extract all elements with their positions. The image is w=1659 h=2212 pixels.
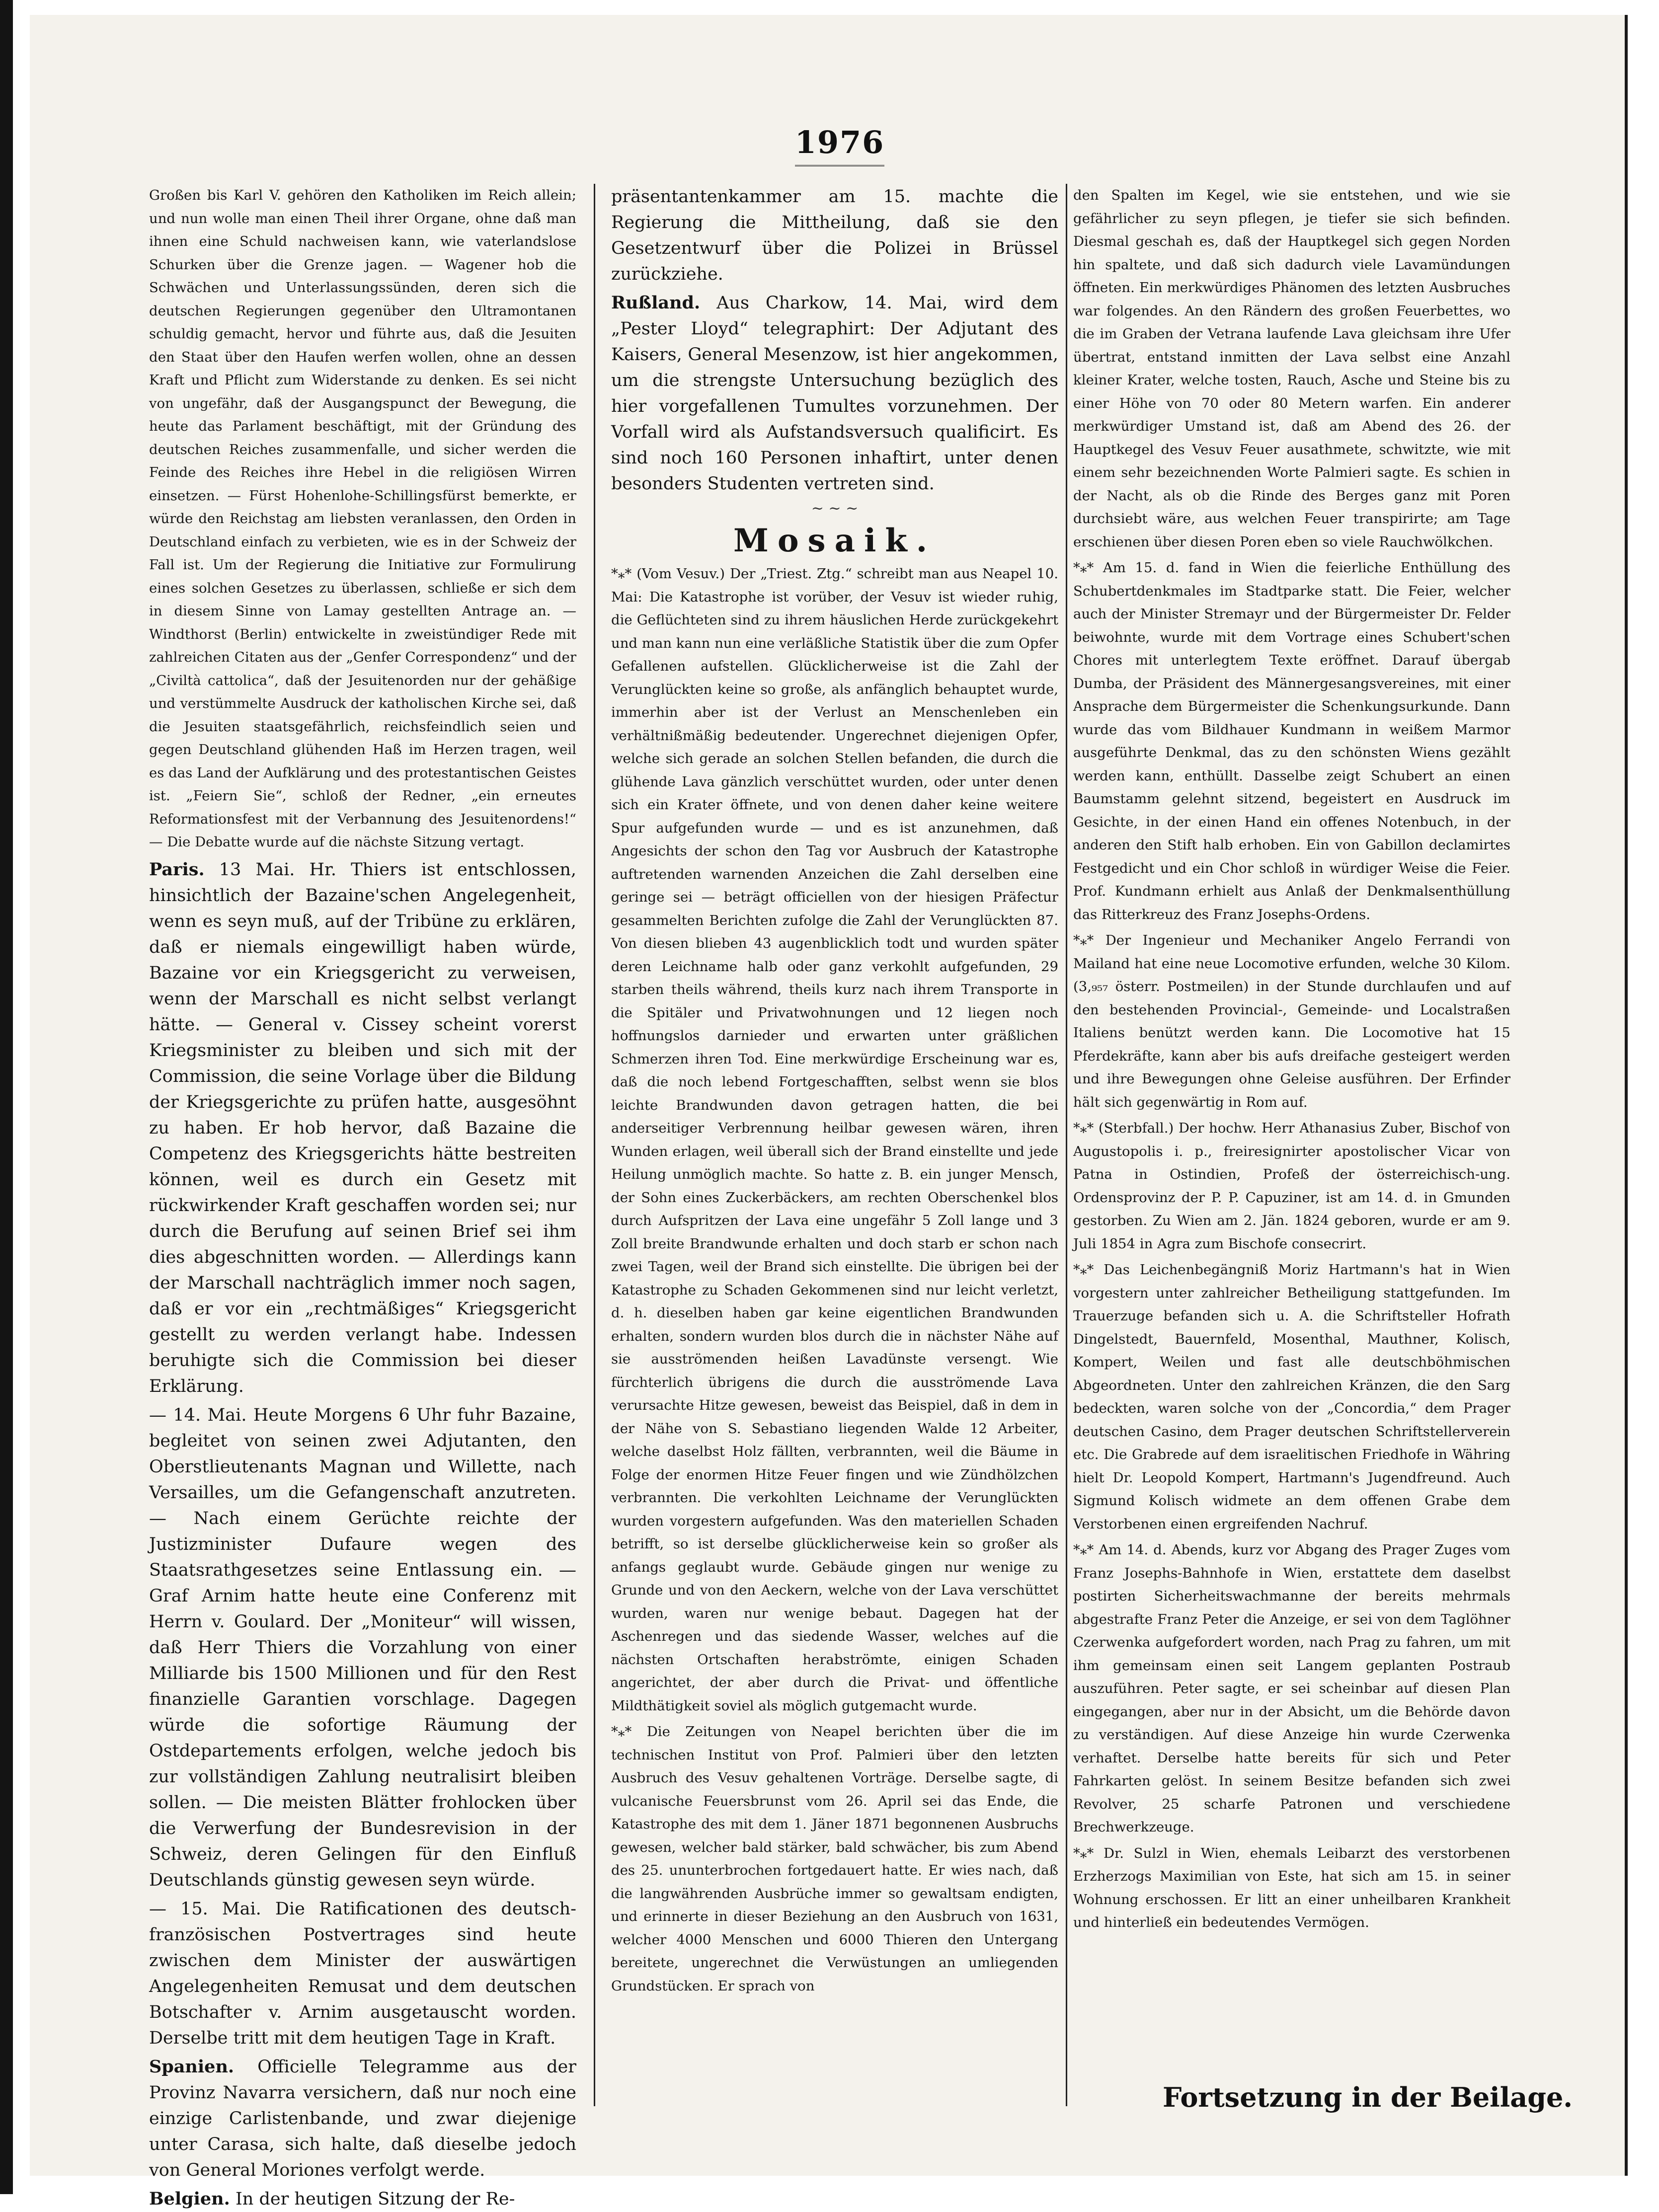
article-paragraph <box>149 857 576 1399</box>
column-1 <box>149 184 576 2209</box>
column-2 <box>611 184 1058 2106</box>
article-paragraph <box>149 1896 576 2051</box>
article-paragraph <box>1073 929 1510 1114</box>
article-paragraph <box>149 2054 576 2183</box>
article-dateline: Rußland. <box>611 293 701 313</box>
article-text: präsentantenkammer am 15. machte die Regierung die Mittheilung, daß sie den Gesetzentwurf über die Polizei in Brüssel zurückziehe. <box>611 187 1058 284</box>
continuation-note: Fortsetzung in der Beilage. <box>1163 2081 1573 2113</box>
article-paragraph <box>149 184 576 854</box>
article-text: *⁎* Die Zeitungen von Neapel berichten über die im technischen Institut von Prof. Palmieri über den letzten Ausbruch des Vesuv gehaltenen Vorträge. Derselbe sagte, di vulcanische Feuersbrunst vom 26. April sei das Ende, die Katastrophe des mit dem 1. Jäner 1871 begonnenen Ausbruchs gewesen, welcher bald stärker, bald schwächer, bis zum Abend des 25. ununterbrochen fortgedauert hatte. Er wies nach, daß die langwährenden Ausbrüche immer so gewaltsam endigten, und erinnerte in dieser Beziehung an den Ausbruch von 1631, welcher 4000 Menschen und 6000 Thieren den Untergang bereitete, ungerechnet die Verwüstungen an umliegenden Grundstücken. Er sprach von <box>611 1724 1058 1994</box>
article-paragraph <box>1073 556 1510 926</box>
article-dateline: Spanien. <box>149 2056 235 2077</box>
article-text: den Spalten im Kegel, wie sie entstehen, und wie sie gefährlicher zu seyn pflegen, je tiefer sie sich befinden. Diesmal geschah es, daß der Hauptkegel sich gegen Norden hin spaltete, und daß sich dadurch viele Lavamündungen öffneten. Ein merkwürdiges Phänomen des letzten Ausbruches war folgendes. An den Rändern des großen Feuerbettes, wo die im Graben der Vetrana laufende Lava gleichsam ihre Ufer übertrat, entstand inmitten der Lava selbst eine Anzahl kleiner Krater, welche tosten, Rauch, Asche und Steine bis zu einer Höhe von 70 oder 80 Metern warfen. Ein anderer merkwürdiger Umstand ist, daß am Abend des 26. der Hauptkegel des Vesuv Feuer ausathmete, schwitzte, wie mit einem sehr bezeichnenden Worte Palmieri sagte. Es schien in der Nacht, als ob die Rinde des Berges ganz mit Poren durchsiebt wäre, aus welchen Feuer transpirirte; am Tage erschienen über diesen Poren eben so viele Rauchwölkchen. <box>1073 187 1510 550</box>
article-text: Officielle Telegramme aus der Provinz Navarra versichern, daß nur noch eine einzige Carlistenbande, und zwar diejenige unter Carasa, sich halte, daß dieselbe jedoch von General Moriones verfolgt werde. <box>149 2057 576 2180</box>
article-paragraph <box>611 1720 1058 1997</box>
article-dateline: Belgien. <box>149 2188 230 2209</box>
article-text: *⁎* Am 14. d. Abends, kurz vor Abgang des Prager Zuges vom Franz Josephs-Bahnhofe in Wien, erstattete dem daselbst postirten Sicherheitswachmanne der bereits mehrmals abgestrafte Franz Peter die Anzeige, er sei von dem Taglöhner Czerwenka aufgefordert worden, nach Prag zu fahren, um mit ihm gemeinsam einen seit Langem geplanten Postraub auszuführen. Peter sagte, er sei scheinbar auf diesen Plan eingegangen, aber nur in der Absicht, um die Behörde davon zu verständigen. Auf diese Anzeige hin wurde Czerwenka verhaftet. Derselbe hatte bereits für sich und Peter Fahrkarten gelöst. In seinem Besitze befanden sich zwei Revolver, 25 scharfe Patronen und verschiedene Brechwerkzeuge. <box>1073 1542 1510 1835</box>
article-text: Aus Charkow, 14. Mai, wird dem „Pester Lloyd“ telegraphirt: Der Adjutant des Kaisers, General Mesenzow, ist hier angekommen, um die strengste Untersuchung bezüglich des hier vorgefallenen Tumultes vorzunehmen. Der Vorfall wird als Aufstandsversuch qualificirt. Es sind noch 160 Personen inhaftirt, unter denen besonders Studenten vertreten sind. <box>611 293 1058 494</box>
article-text: — 15. Mai. Die Ratificationen des deutsch-französischen Postvertrages sind heute zwischen dem Minister der auswärtigen Angelegenheiten Remusat und dem deutschen Botschafter v. Arnim ausgetauscht worden. Derselbe tritt mit dem heutigen Tage in Kraft. <box>149 1899 576 2048</box>
article-text: *⁎* (Sterbfall.) Der hochw. Herr Athanasius Zuber, Bischof von Augustopolis i. p., freiresignirter apostolischer Vicar von Patna in Ostindien, Profeß der österreichisch-ung. Ordensprovinz der P. P. Capuziner, ist am 14. d. in Gmunden gestorben. Zu Wien am 2. Jän. 1824 geboren, wurde er am 9. Juli 1854 in Agra zum Bischofe consecrirt. <box>1073 1120 1510 1252</box>
article-paragraph <box>1073 184 1510 553</box>
article-paragraph <box>611 184 1058 287</box>
article-paragraph <box>1073 1117 1510 1255</box>
binding-edge <box>0 0 13 2194</box>
article-paragraph <box>1073 1258 1510 1535</box>
page-number: 1976 <box>794 124 885 160</box>
section-ornament: ~ ~ ~ <box>811 500 859 517</box>
article-text: 13 Mai. Hr. Thiers ist entschlossen, hinsichtlich der Bazaine'schen Angelegenheit, wenn es seyn muß, auf der Tribüne zu erklären, daß er niemals eingewilligt haben würde, Bazaine vor ein Kriegsgericht zu verweisen, wenn der Marschall es nicht selbst verlangt hätte. — General v. Cissey scheint vorerst Kriegsminister zu bleiben und sich mit der Commission, die seine Vorlage über die Bildung der Kriegsgerichte zu prüfen hatte, ausgesöhnt zu haben. Er hob hervor, daß Bazaine die Competenz des Kriegsgerichts hätte bestreiten können, weil es durch ein Gesetz mit rückwirkender Kraft geschaffen worden sei; nur durch die Berufung auf seinen Brief sei ihm dies abgeschnitten worden. — Allerdings kann der Marschall nachträglich immer noch sagen, daß er vor ein „rechtmäßiges“ Kriegsgericht gestellt zu werden verlangt habe. Indessen beruhigte sich die Commission bei dieser Erklärung. <box>149 859 576 1396</box>
article-text: *⁎* (Vom Vesuv.) Der „Triest. Ztg.“ schreibt man aus Neapel 10. Mai: Die Katastrophe ist vorüber, der Vesuv ist wieder ruhig, die Geflüchteten sind zu ihrem häuslichen Herde zurückgekehrt und man kann nun eine verläßliche Statistik über die zum Opfer Gefallenen aufstellen. Glücklicherweise ist die Zahl der Verunglückten keine so große, als anfänglich behauptet wurde, immerhin aber ist der Verlust an Menschenleben ein verhältnißmäßig bedeutender. Ungerechnet diejenigen Opfer, welche sich gerade an solchen Stellen befanden, die durch die glühende Lava gänzlich verschüttet wurden, oder unter denen sich ein Krater öffnete, und von denen daher keine weitere Spur aufgefunden wurde — und es ist anzunehmen, daß Angesichts der schon den Tag vor Ausbruch der Katastrophe auftretenden warnenden Anzeichen die Zahl derselben eine geringe sei — beträgt officiellen von der hiesigen Präfectur gesammelten Berichten zufolge die Zahl der Verunglückten 87. Von diesen blieben 43 augenblicklich todt und wurden später deren Leichname halb oder ganz verkohlt aufgefunden, 29 starben theils während, theils kurz nach ihrem Transporte in die Spitäler und Privatwohnungen und 12 liegen noch hoffnungslos darnieder und erwarten unter gräßlichen Schmerzen ihren Tod. Eine merkwürdige Erscheinung war es, daß die noch lebend Fortgeschafften, selbst wenn sie blos leichte Brandwunden davon getragen hatten, die bei anderseitiger Verbrennung heilbar gewesen wären, ihren Wunden erlagen, weil überall sich der Brand einstellte und jede Heilung unmöglich machte. So hatte z. B. ein junger Mensch, der Sohn eines Zuckerbäckers, am rechten Oberschenkel blos durch Aufspritzen der Lava eine ungefähr 5 Zoll lange und 3 Zoll breite Brandwunde erhalten und doch starb er schon nach zwei Tagen, weil der Brand sich einstellte. Die übrigen bei der Katastrophe zu Schaden Gekommenen sind nur leicht verletzt, d. h. dieselben haben gar keine eigentlichen Brandwunden erhalten, sondern wurden blos durch die in nächster Nähe auf sie ausströmenden heißen Lavadünste versengt. Wie fürchterlich übrigens die durch die ausströmende Lava verursachte Hitze gewesen, beweist das Beispiel, daß in dem in der Nähe von S. Sebastiano liegenden Walde 12 Arbeiter, welche daselbst Holz fällten, verbrannten, weil die Bäume in Folge der enormen Hitze Feuer fingen und wie Zündhölzchen verbrannten. Die verkohlten Leichname der Verunglückten wurden vorgestern aufgefunden. Was den materiellen Schaden betrifft, so ist derselbe glücklicherweise kein so großer als anfangs geglaubt wurde. Gebäude gingen nur wenige zu Grunde und von den Aeckern, welche von der Lava verschüttet wurden, waren nur wenige bebaut. Dagegen hat der Aschenregen und das siedende Wasser, welches auf die nächsten Ortschaften herabströmte, einigen Schaden angerichtet, der aber durch die Privat- und öffentliche Mildthätigkeit soviel als möglich gutgemacht wurde. <box>611 566 1058 1714</box>
column-rule-2 <box>1066 184 1067 2106</box>
article-text: Großen bis Karl V. gehören den Katholiken im Reich allein; und nun wolle man einen Theil ihrer Organe, ohne daß man ihnen eine Schuld nachweisen kann, wie vaterlandslose Schurken über die Grenze jagen. — Wagener hob die Schwächen und Unterlassungssünden, deren sich die deutschen Regierungen gegenüber den Ultramontanen schuldig gemacht, hervor und führte aus, daß die Jesuiten den Staat über den Haufen werfen wollen, ohne an dessen Kraft und Pflicht zum Widerstande zu denken. Es sei nicht von ungefähr, daß der Ausgangspunct der Bewegung, die heute das Parlament beschäftigt, mit der Gründung des deutschen Reiches zusammenfalle, und sicher werden die Feinde des Reiches ihre Hebel in die religiösen Wirren einsetzen. — Fürst Hohenlohe-Schillingsfürst bemerkte, er würde den Reichstag am liebsten veranlassen, den Orden in Deutschland einfach zu verbieten, wie es in der Schweiz der Fall ist. Um der Regierung die Initiative zur Formulirung eines solchen Gesetzes zu überlassen, schließe er sich dem in diesem Sinne von Lamay gestellten Antrage an. — Windthorst (Berlin) entwickelte in zweistündiger Rede mit zahlreichen Citaten aus der „Genfer Correspondenz“ und der „Civiltà cattolica“, daß der Jesuitenorden nur der gehäßige und verstümmelte Ausdruck der katholischen Kirche sei, daß die Jesuiten staatsgefährlich, reichsfeindlich seien und gegen Deutschland glühenden Haß im Herzen tragen, weil es das Land der Aufklärung und des protestantischen Geistes ist. „Feiern Sie“, schloß der Redner, „ein erneutes Reformationsfest mit der Verbannung des Jesuitenordens!“ — Die Debatte wurde auf die nächste Sitzung vertagt. <box>149 187 576 850</box>
article-paragraph <box>611 562 1058 1717</box>
section-heading-mosaik: Mosaik. <box>733 522 936 559</box>
column-rule-1 <box>594 184 595 2106</box>
page-number-ornament <box>795 165 884 166</box>
article-dateline: Paris. <box>149 859 205 880</box>
article-text: In der heutigen Sitzung der Re- <box>230 2189 515 2209</box>
column-3 <box>1073 184 1510 2106</box>
article-paragraph <box>1073 1842 1510 1934</box>
article-paragraph <box>149 1402 576 1893</box>
article-text: *⁎* Am 15. d. fand in Wien die feierliche Enthüllung des Schubertdenkmales im Stadtparke statt. Die Feier, welcher auch der Minister Stremayr und der Bürgermeister Dr. Felder beiwohnte, wurde mit dem Vortrage eines Schubert'schen Chores mit unterlegtem Texte eröffnet. Darauf übergab Dumba, der Präsident des Männergesangsvereines, mit einer Ansprache dem Bürgermeister die Schenkungsurkunde. Dann wurde das vom Bildhauer Kundmann in weißem Marmor ausgeführte Denkmal, das zu den schönsten Wiens gezählt werden kann, enthüllt. Dasselbe zeigt Schubert an einen Baumstamm gelehnt sitzend, begeistert en Ausdruck im Gesichte, in der einen Hand ein offenes Notenbuch, in der anderen den Stift halb erhoben. Ein von Gabillon declamirtes Festgedicht und ein Chor schloß in würdiger Weise die Feier. Prof. Kundmann erhielt aus Anlaß der Denkmalsenthüllung das Ritterkreuz des Franz Josephs-Ordens. <box>1073 560 1510 922</box>
article-paragraph <box>611 290 1058 497</box>
article-text: *⁎* Dr. Sulzl in Wien, ehemals Leibarzt des verstorbenen Erzherzogs Maximilian von Este, hat sich am 15. in seiner Wohnung erschossen. Er litt an einer unheilbaren Krankheit und hinterließ ein bedeutendes Vermögen. <box>1073 1845 1510 1930</box>
article-text: *⁎* Der Ingenieur und Mechaniker Angelo Ferrandi von Mailand hat eine neue Locomotive erfunden, welche 30 Kilom. (3,₉₅₇ österr. Postmeilen) in der Stunde durchlaufen und auf den bestehenden Provincial-, Gemeinde- und Localstraßen Italiens benützt werden kann. Die Locomotive hat 15 Pferdekräfte, kann aber bis aufs dreifache gesteigert werden und ihre Bewegungen ohne Geleise ausführen. Der Erfinder hält sich gegenwärtig in Rom auf. <box>1073 932 1510 1110</box>
article-paragraph <box>149 2186 576 2212</box>
article-paragraph <box>1073 1538 1510 1839</box>
article-text: — 14. Mai. Heute Morgens 6 Uhr fuhr Bazaine, begleitet von seinen zwei Adjutanten, den Oberstlieutenants Magnan und Willette, nach Versailles, um die Gefangenschaft anzutreten. — Nach einem Gerüchte reichte der Justizminister Dufaure wegen des Staatsrathgesetzes seine Entlassung ein. — Graf Arnim hatte heute eine Conferenz mit Herrn v. Goulard. Der „Moniteur“ will wissen, daß Herr Thiers die Vorzahlung von einer Milliarde bis 1500 Millionen und für den Rest finanzielle Garantien vorschlage. Dagegen würde die sofortige Räumung der Ostdepartements erfolgen, welche jedoch bis zur vollständigen Zahlung neutralisirt bleiben sollen. — Die meisten Blätter frohlocken über die Verwerfung der Bundesrevision in der Schweiz, deren Gelingen für den Einfluß Deutschlands günstig gewesen seyn würde. <box>149 1405 576 1890</box>
article-text: *⁎* Das Leichenbegängniß Moriz Hartmann's hat in Wien vorgestern unter zahlreicher Betheiligung stattgefunden. Im Trauerzuge befanden sich u. A. die Schriftsteller Hofrath Dingelstedt, Bauernfeld, Mosenthal, Mauthner, Kolisch, Kompert, Weilen und fast alle deutschböhmischen Abgeordneten. Unter den zahlreichen Kränzen, die den Sarg bedeckten, waren solche von der „Concordia,“ dem Prager deutschen Casino, dem Prager deutschen Schriftstellerverein etc. Die Grabrede auf dem israelitischen Friedhofe in Währing hielt Dr. Leopold Kompert, Hartmann's Jugendfreund. Auch Sigmund Kolisch widmete an dem offenen Grabe dem Verstorbenen einen ergreifenden Nachruf. <box>1073 1262 1510 1532</box>
